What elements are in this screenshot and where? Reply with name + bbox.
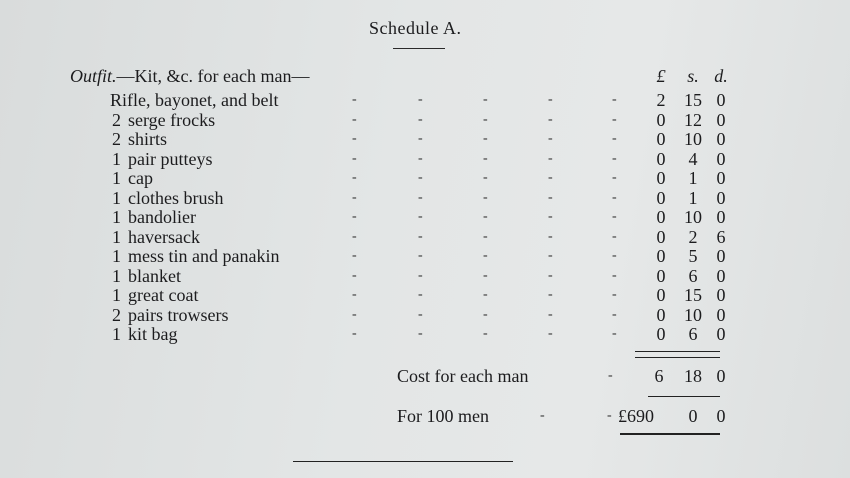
table-row xyxy=(0,90,850,110)
heading-row xyxy=(0,66,850,86)
item-description xyxy=(112,168,153,188)
item-description xyxy=(112,227,200,247)
item-shillings: 4 xyxy=(688,148,698,169)
item-description xyxy=(112,285,198,305)
item-name: blanket xyxy=(128,265,181,286)
table-row xyxy=(0,305,850,325)
item-pence: 0 xyxy=(716,168,726,188)
heading-text: —Kit, &c. for each man— xyxy=(116,66,310,86)
dash: - xyxy=(612,248,617,263)
dash: - xyxy=(612,306,617,322)
item-description xyxy=(112,246,279,266)
item-shillings: 15 xyxy=(684,90,702,110)
item-pence: 0 xyxy=(716,324,726,344)
dash: - xyxy=(612,92,617,107)
dash: - xyxy=(483,228,488,244)
dash: - xyxy=(612,150,617,166)
dash: - xyxy=(352,287,357,302)
item-name: Rifle, bayonet, and belt xyxy=(110,90,279,110)
dash: - xyxy=(483,131,488,146)
dash: - xyxy=(418,326,423,341)
subtotal-rule xyxy=(635,357,720,358)
dash: - xyxy=(418,170,423,185)
item-name: shirts xyxy=(128,129,168,149)
item-name: kit bag xyxy=(128,324,178,344)
column-shillings: s. xyxy=(687,66,699,86)
dash: - xyxy=(548,209,553,224)
item-description xyxy=(112,324,178,344)
item-pounds: 0 xyxy=(656,109,666,130)
item-shillings: 6 xyxy=(688,324,698,344)
dash: - xyxy=(548,228,553,244)
column-pounds: £ xyxy=(656,66,666,86)
item-quantity: 1 xyxy=(112,285,121,305)
table-row xyxy=(0,207,850,227)
dash: - xyxy=(548,170,553,185)
heading xyxy=(70,66,309,86)
dash: - xyxy=(548,267,553,283)
total-rule xyxy=(648,396,720,397)
item-pounds: 0 xyxy=(656,246,666,266)
dash: - xyxy=(418,287,423,302)
item-pounds: 0 xyxy=(656,324,666,344)
dash: - xyxy=(352,267,357,283)
item-shillings: 1 xyxy=(688,168,698,188)
dash: - xyxy=(548,131,553,146)
total-pence: 0 xyxy=(716,366,726,386)
item-pence: 0 xyxy=(716,129,726,149)
item-quantity: 1 xyxy=(112,187,121,208)
dash: - xyxy=(548,326,553,341)
item-pence: 0 xyxy=(716,207,726,227)
item-description xyxy=(112,110,215,130)
item-pounds: 0 xyxy=(656,226,666,247)
dash: - xyxy=(483,326,488,341)
dash: - xyxy=(483,111,488,127)
dash: - xyxy=(483,248,488,263)
heading-label: Outfit. xyxy=(70,66,117,86)
table-row xyxy=(0,149,850,169)
dash: - xyxy=(548,287,553,302)
dash: - xyxy=(612,189,617,205)
grand-total-row xyxy=(0,406,850,426)
item-description xyxy=(112,305,228,325)
item-shillings: 15 xyxy=(684,285,702,305)
dash: - xyxy=(418,150,423,166)
dash: - xyxy=(352,111,357,127)
dash: - xyxy=(352,131,357,146)
footer-rule xyxy=(293,461,513,462)
item-pence: 0 xyxy=(716,148,726,169)
dash: - xyxy=(612,326,617,341)
dash: - xyxy=(483,267,488,283)
dash: - xyxy=(352,92,357,107)
dash: - xyxy=(548,189,553,205)
dash: - xyxy=(612,111,617,127)
dash: - xyxy=(352,228,357,244)
dash: - xyxy=(612,170,617,185)
item-shillings: 12 xyxy=(684,109,702,130)
item-name: pair putteys xyxy=(128,148,213,169)
item-pence: 0 xyxy=(716,109,726,130)
item-pounds: 0 xyxy=(656,207,666,227)
item-pence: 0 xyxy=(716,285,726,305)
dash: - xyxy=(612,287,617,302)
item-pounds: 2 xyxy=(656,90,666,110)
total-shillings: 18 xyxy=(684,366,702,386)
item-pounds: 0 xyxy=(656,168,666,188)
dash: - xyxy=(418,111,423,127)
dash: - xyxy=(483,306,488,322)
grand-total-pence: 0 xyxy=(716,406,726,426)
dash: - xyxy=(483,209,488,224)
table-row xyxy=(0,168,850,188)
column-rule xyxy=(635,351,720,352)
item-quantity: 1 xyxy=(112,226,121,247)
column-pence: d. xyxy=(714,66,728,86)
dash: - xyxy=(548,150,553,166)
dash: - xyxy=(418,92,423,107)
item-shillings: 10 xyxy=(684,207,702,227)
dash: - xyxy=(352,248,357,263)
total-row xyxy=(0,366,850,386)
item-description xyxy=(110,90,278,110)
dash: - xyxy=(418,228,423,244)
item-quantity: 2 xyxy=(112,304,121,325)
item-pounds: 0 xyxy=(656,265,666,286)
dash: - xyxy=(483,189,488,205)
item-quantity: 1 xyxy=(112,246,121,266)
table-row xyxy=(0,188,850,208)
item-pence: 0 xyxy=(716,304,726,325)
item-pounds: 0 xyxy=(656,148,666,169)
dash: - xyxy=(352,170,357,185)
item-pence: 0 xyxy=(716,187,726,208)
dash: - xyxy=(352,189,357,205)
dash: - xyxy=(483,92,488,107)
dash: - xyxy=(548,111,553,127)
table-row xyxy=(0,227,850,247)
table-row xyxy=(0,246,850,266)
item-quantity: 1 xyxy=(112,324,121,344)
item-quantity: 1 xyxy=(112,148,121,169)
item-shillings: 10 xyxy=(684,304,702,325)
dash: - xyxy=(607,408,612,423)
item-name: serge frocks xyxy=(128,109,216,130)
dash: - xyxy=(548,248,553,263)
dash: - xyxy=(418,131,423,146)
table-row xyxy=(0,285,850,305)
item-description xyxy=(112,188,223,208)
item-name: mess tin and panakin xyxy=(128,246,280,266)
dash: - xyxy=(612,209,617,224)
dash: - xyxy=(352,150,357,166)
dash: - xyxy=(548,306,553,322)
item-name: clothes brush xyxy=(128,187,224,208)
grand-total-label: For 100 men xyxy=(397,406,489,426)
item-description xyxy=(112,129,167,149)
item-quantity: 1 xyxy=(112,265,121,286)
item-name: cap xyxy=(128,168,153,188)
dash: - xyxy=(418,306,423,322)
dash: - xyxy=(418,189,423,205)
item-description xyxy=(112,149,212,169)
dash: - xyxy=(608,368,613,383)
dash: - xyxy=(418,248,423,263)
grand-total-pounds: £690 xyxy=(618,406,654,426)
item-name: pairs trowsers xyxy=(128,304,229,325)
item-quantity: 1 xyxy=(112,207,121,227)
item-shillings: 5 xyxy=(688,246,698,266)
item-quantity: 2 xyxy=(112,109,121,130)
dash: - xyxy=(483,150,488,166)
total-label: Cost for each man xyxy=(397,366,529,386)
total-pounds: 6 xyxy=(654,366,664,386)
item-quantity: 1 xyxy=(112,168,121,188)
dash: - xyxy=(418,209,423,224)
dash: - xyxy=(548,92,553,107)
item-name: bandolier xyxy=(128,207,196,227)
item-pounds: 0 xyxy=(656,304,666,325)
table-row xyxy=(0,129,850,149)
item-pence: 0 xyxy=(716,90,726,110)
item-pounds: 0 xyxy=(656,187,666,208)
item-pence: 6 xyxy=(716,226,726,247)
item-quantity: 2 xyxy=(112,129,121,149)
title-rule xyxy=(393,48,445,49)
table-row xyxy=(0,266,850,286)
dash: - xyxy=(483,170,488,185)
item-description xyxy=(112,266,181,286)
item-pounds: 0 xyxy=(656,285,666,305)
item-shillings: 1 xyxy=(688,187,698,208)
item-name: haversack xyxy=(128,226,200,247)
grand-total-rule xyxy=(620,433,720,435)
item-description xyxy=(112,207,196,227)
grand-total-shillings: 0 xyxy=(688,406,698,426)
dash: - xyxy=(352,326,357,341)
item-shillings: 10 xyxy=(684,129,702,149)
item-name: great coat xyxy=(128,285,199,305)
schedule-title: Schedule A. xyxy=(369,18,462,38)
dash: - xyxy=(352,209,357,224)
item-pence: 0 xyxy=(716,265,726,286)
dash: - xyxy=(540,408,545,423)
table-row xyxy=(0,110,850,130)
dash: - xyxy=(612,267,617,283)
dash: - xyxy=(612,131,617,146)
dash: - xyxy=(483,287,488,302)
item-shillings: 2 xyxy=(688,226,698,247)
table-row xyxy=(0,324,850,344)
dash: - xyxy=(612,228,617,244)
item-shillings: 6 xyxy=(688,265,698,286)
dash: - xyxy=(418,267,423,283)
dash: - xyxy=(352,306,357,322)
item-pence: 0 xyxy=(716,246,726,266)
item-pounds: 0 xyxy=(656,129,666,149)
